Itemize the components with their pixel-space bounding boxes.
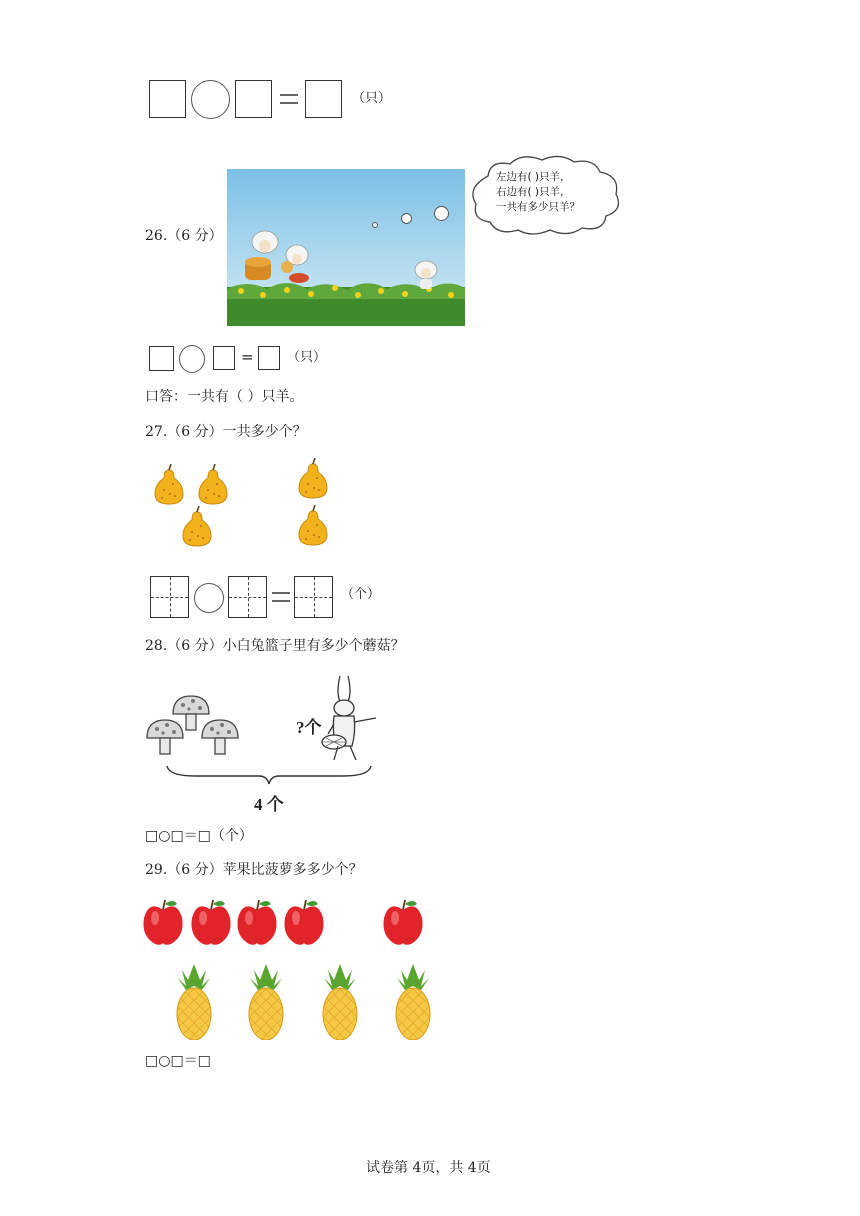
answer-box[interactable] xyxy=(235,80,272,118)
pear-icon xyxy=(299,458,327,498)
pineapple-icon xyxy=(177,964,211,1040)
pear-icon xyxy=(299,505,327,545)
bubble-line: 一共有多少只羊？ xyxy=(496,201,580,213)
unit-label: （只） xyxy=(287,350,327,365)
answer-box[interactable] xyxy=(149,80,186,118)
mushroom-icon xyxy=(147,720,183,754)
equals-sign-icon xyxy=(270,590,292,604)
answer-box[interactable] xyxy=(228,576,267,618)
thought-dot xyxy=(372,222,378,228)
operator-circle[interactable] xyxy=(191,80,230,119)
equals-sign: = xyxy=(241,348,254,366)
total-count-label: 4 个 xyxy=(254,795,284,814)
formula-text: □○□＝□ xyxy=(145,1053,211,1069)
equals-sign-icon xyxy=(278,92,300,106)
pear-icon xyxy=(155,464,183,504)
question-label: 26.（6 分） xyxy=(145,228,223,244)
question-text: 28.（6 分）小白兔篮子里有多少个蘑菇？ xyxy=(145,638,405,654)
sheep-icon xyxy=(281,261,293,273)
apple-icon xyxy=(191,900,230,945)
formula-text: □○□＝□（个） xyxy=(145,828,253,844)
pineapple-icon xyxy=(249,964,283,1040)
thought-dot xyxy=(401,213,412,224)
unit-label: （个） xyxy=(341,587,381,602)
mushroom-icon xyxy=(202,720,238,754)
apple-icon xyxy=(383,900,422,945)
answer-box[interactable] xyxy=(294,576,333,618)
question-text: 29.（6 分）苹果比菠萝多多少个？ xyxy=(145,862,363,878)
question-text: 27.（6 分）一共多少个？ xyxy=(145,424,307,440)
bubble-line: 右边有( )只羊， xyxy=(496,186,571,198)
operator-circle[interactable] xyxy=(179,345,205,373)
answer-box[interactable] xyxy=(213,346,235,370)
pear-icon xyxy=(199,464,227,504)
pears-image xyxy=(145,458,340,553)
pineapples-image xyxy=(170,962,438,1040)
oral-answer: 口答：一共有（ ）只羊。 xyxy=(145,389,304,405)
answer-box[interactable] xyxy=(258,346,280,370)
unit-label: （只） xyxy=(352,91,392,106)
bubble-line: 左边有( )只羊， xyxy=(496,171,571,183)
mushrooms-image xyxy=(143,690,243,762)
apple-icon xyxy=(237,900,276,945)
answer-box[interactable] xyxy=(305,80,342,118)
answer-box[interactable] xyxy=(149,346,174,371)
rabbit-icon xyxy=(318,672,380,764)
brace-icon xyxy=(165,764,373,786)
pineapple-icon xyxy=(323,964,357,1040)
thought-dot xyxy=(434,206,449,221)
apple-icon xyxy=(284,900,323,945)
apple-icon xyxy=(143,900,182,945)
pineapple-icon xyxy=(396,964,430,1040)
unknown-count-label: ?个 xyxy=(296,718,322,737)
bubble-text xyxy=(496,170,580,215)
apples-image xyxy=(143,894,425,948)
page-footer: 试卷第 4页，共 4页 xyxy=(366,1160,491,1176)
operator-circle[interactable] xyxy=(194,583,224,613)
pear-icon xyxy=(183,506,211,546)
sheep-scene-image xyxy=(227,169,465,326)
answer-box[interactable] xyxy=(150,576,189,618)
